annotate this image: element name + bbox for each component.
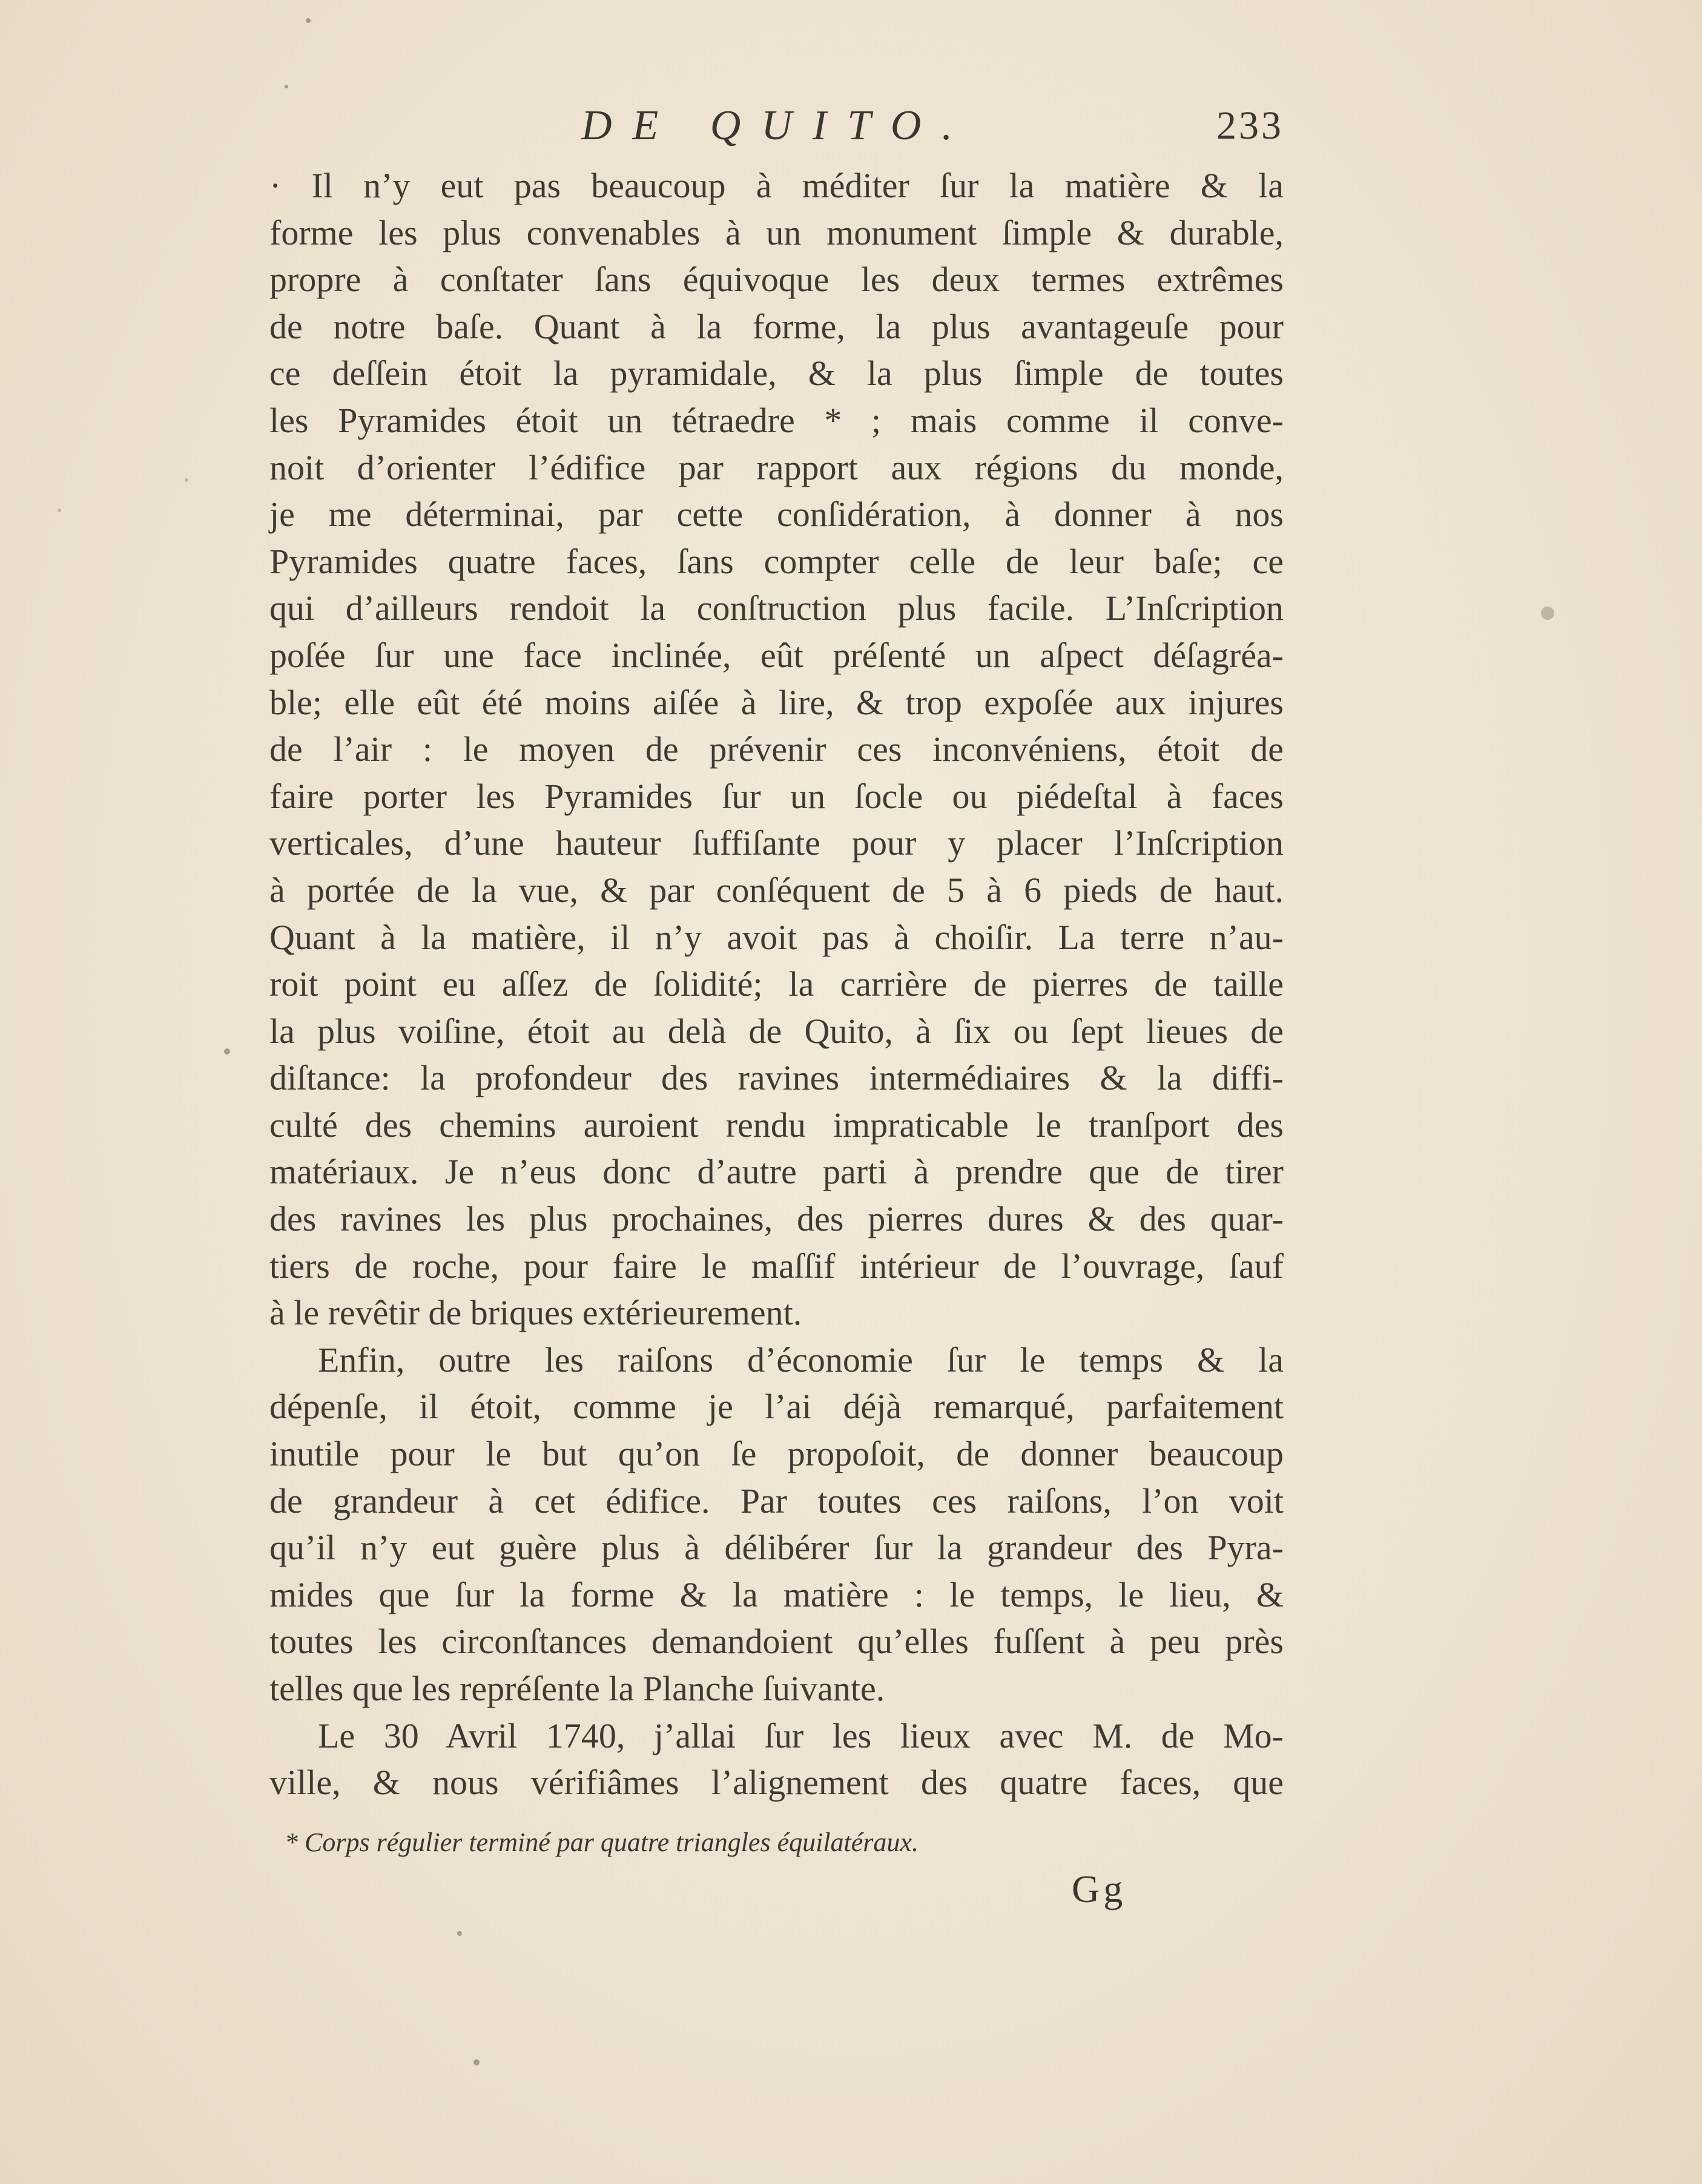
- text-line: verticales, d’une hauteur ſuffiſante pour y placer l’Inſcription: [269, 823, 1284, 863]
- running-head: DE QUITO.: [581, 102, 973, 149]
- text-line: à le revêtir de briques extérieurement.: [269, 1293, 802, 1333]
- speck: [185, 478, 188, 482]
- signature-mark: Gg: [1072, 1867, 1127, 1910]
- speck: [306, 18, 311, 23]
- text-line: des ravines les plus prochaines, des pierres dures & des quar-: [269, 1199, 1284, 1239]
- text-line: telles que les repréſente la Planche ſuivante.: [269, 1669, 885, 1708]
- text-line: de l’air : le moyen de prévenir ces inconvéniens, étoit de: [269, 729, 1284, 769]
- text-line: diſtance: la profondeur des ravines intermédiaires & la diffi-: [269, 1058, 1284, 1098]
- text-line: les Pyramides étoit un tétraedre * ; mais comme il conve-: [269, 400, 1284, 440]
- text-line: ble; elle eût été moins aiſée à lire, & trop expoſée aux injures: [269, 682, 1284, 722]
- speck: [285, 85, 288, 88]
- page-number: 233: [1216, 104, 1284, 148]
- text-line: mides que ſur la forme & la matière : le temps, le lieu, &: [269, 1574, 1284, 1614]
- text-line: Enfin, outre les raiſons d’économie ſur le temps & la: [318, 1340, 1284, 1380]
- text-line: Le 30 Avril 1740, j’allai ſur les lieux avec M. de Mo-: [318, 1715, 1284, 1755]
- text-line: la plus voiſine, étoit au delà de Quito, à ſix ou ſept lieues de: [269, 1011, 1284, 1051]
- speck: [473, 2059, 480, 2065]
- text-line: dépenſe, il étoit, comme je l’ai déjà remarqué, parfaitement: [269, 1387, 1284, 1427]
- text-line: poſée ſur une face inclinée, eût préſenté un aſpect déſagréa-: [269, 635, 1284, 675]
- text-line: matériaux. Je n’eus donc d’autre parti à prendre que de tirer: [269, 1152, 1284, 1192]
- text-line: ce deſſein étoit la pyramidale, & la plus ſimple de toutes: [269, 354, 1284, 393]
- text-line: culté des chemins auroient rendu impraticable le tranſport des: [269, 1105, 1284, 1145]
- speck: [58, 508, 61, 512]
- speck: [224, 1048, 230, 1054]
- text-line: ville, & nous vérifiâmes l’alignement des quatre faces, que: [269, 1763, 1284, 1803]
- speck: [1541, 607, 1554, 620]
- text-line: qu’il n’y eut guère plus à délibérer ſur la grandeur des Pyra-: [269, 1528, 1284, 1568]
- text-line: · Il n’y eut pas beaucoup à méditer ſur la matière & la: [269, 166, 1284, 205]
- text-line: Pyramides quatre faces, ſans compter celle de leur baſe; ce: [269, 541, 1284, 581]
- page-header: [266, 102, 1284, 162]
- body-text: [269, 162, 1284, 1806]
- text-line: forme les plus convenables à un monument ſimple & durable,: [269, 212, 1284, 252]
- text-line: propre à conſtater ſans équivoque les deux termes extrêmes: [269, 260, 1284, 300]
- text-line: faire porter les Pyramides ſur un ſocle ou piédeſtal à faces: [269, 776, 1284, 816]
- text-line: à portée de la vue, & par conſéquent de 5 à 6 pieds de haut.: [269, 870, 1284, 910]
- text-line: Quant à la matière, il n’y avoit pas à choiſir. La terre n’au-: [269, 917, 1284, 957]
- text-line: toutes les circonſtances demandoient qu’elles fuſſent à peu près: [269, 1622, 1284, 1662]
- speck: [457, 1931, 462, 1936]
- text-line: de notre baſe. Quant à la forme, la plus avantageuſe pour: [269, 306, 1284, 346]
- text-line: je me déterminai, par cette conſidération, à donner à nos: [269, 495, 1284, 534]
- footnote: * Corps régulier terminé par quatre triangles équilatéraux.: [285, 1827, 919, 1857]
- text-line: tiers de roche, pour faire le maſſif intérieur de l’ouvrage, ſauf: [269, 1246, 1284, 1286]
- text-line: de grandeur à cet édifice. Par toutes ces raiſons, l’on voit: [269, 1481, 1284, 1521]
- text-line: noit d’orienter l’édifice par rapport aux régions du monde,: [269, 447, 1284, 487]
- text-line: roit point eu aſſez de ſolidité; la carrière de pierres de taille: [269, 964, 1284, 1004]
- text-line: qui d’ailleurs rendoit la conſtruction plus facile. L’Inſcription: [269, 588, 1284, 628]
- text-line: inutile pour le but qu’on ſe propoſoit, de donner beaucoup: [269, 1434, 1284, 1474]
